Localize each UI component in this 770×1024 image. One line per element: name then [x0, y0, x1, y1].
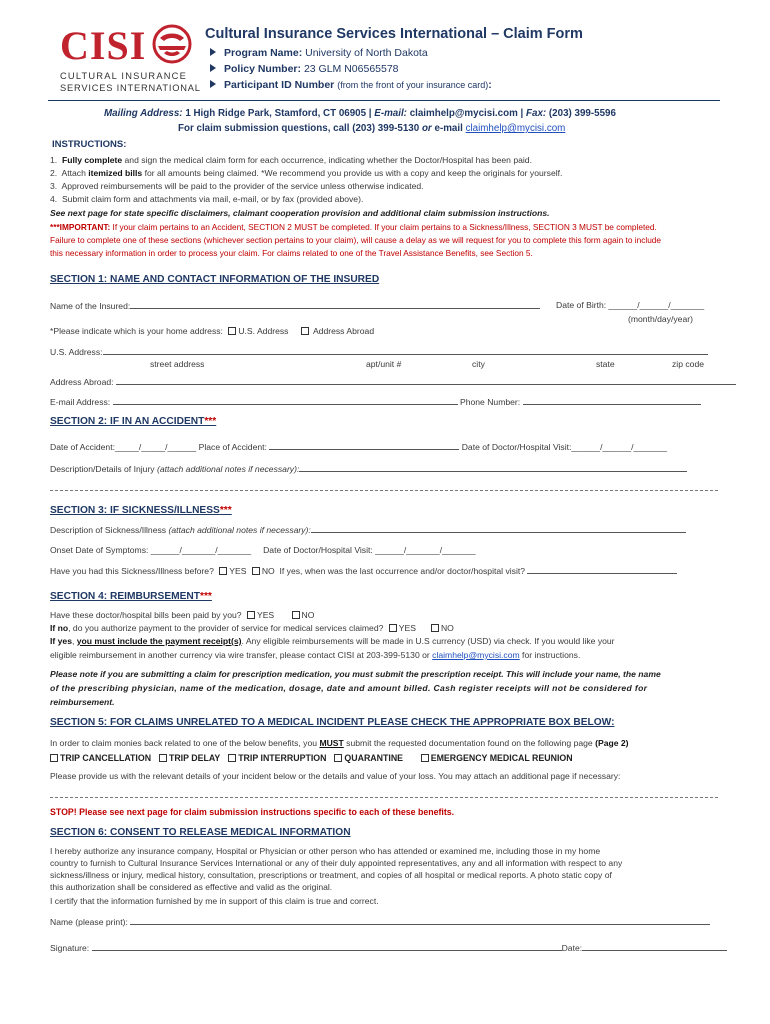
see-next-page-note: See next page for state specific disclaimers, claimant cooperation provision and additional claim submission instructions.: [50, 208, 550, 218]
instruction-item: 4. Submit claim form and attachments via mail, e-mail, or by fax (provided above).: [50, 194, 364, 204]
section2-title: SECTION 2: IF IN AN ACCIDENT***: [50, 416, 217, 427]
address-abroad-field[interactable]: Address Abroad:: [50, 376, 736, 387]
important-note-line1: ***IMPORTANT: If your claim pertains to an Accident, SECTION 2 MUST be completed. If your claim pertains to a Sickness/Illness, SECTION 3 MUST be completed.: [50, 222, 657, 232]
accident-dates-line[interactable]: Date of Accident:_____/_____/______ Place of Accident: Date of Doctor/Hospital Visit:______/______/_______: [50, 442, 667, 452]
logo-subtitle-1: CULTURAL INSURANCE: [60, 71, 187, 81]
globe-icon: [152, 24, 192, 64]
important-note-line2: Failure to complete one of these sections (whichever section pertains to your claim), will cause a delay as we will request for you to complete this form again to include: [50, 235, 662, 245]
instruction-item: 1. Fully complete and sign the medical claim form for each occurrence, indicating whether the Doctor/Hospital has been paid.: [50, 155, 532, 165]
injury-description-field[interactable]: Description/Details of Injury (attach additional notes if necessary):: [50, 463, 687, 474]
sub-zip: zip code: [672, 359, 705, 369]
authorize-yes-checkbox[interactable]: [389, 624, 397, 632]
sickness-before-yes-checkbox[interactable]: [219, 567, 227, 575]
us-address-field[interactable]: U.S. Address:: [50, 346, 708, 357]
sub-street: street address: [150, 359, 205, 369]
quarantine-checkbox[interactable]: QUARANTINE: [331, 753, 403, 763]
print-name-field[interactable]: Name (please print):: [50, 916, 710, 927]
logo-subtitle-2: SERVICES INTERNATIONAL: [60, 83, 201, 93]
home-address-question: *Please indicate which is your home address: U.S. Address Address Abroad: [50, 326, 375, 336]
bills-paid-no-checkbox[interactable]: [292, 611, 300, 619]
important-note-line3: this necessary information in order to process your claim. For claims related to one of the Travel Assistance Benefits, see Section 5.: [50, 248, 533, 258]
program-line: Program Name: University of North Dakota: [210, 47, 428, 59]
sub-apt: apt/unit #: [366, 359, 402, 369]
sub-state: state: [596, 359, 615, 369]
form-title: Cultural Insurance Services International – Claim Form: [205, 26, 583, 42]
prescription-note-line3: reimbursement.: [50, 697, 115, 707]
claimhelp-email-link[interactable]: claimhelp@mycisi.com: [432, 650, 520, 660]
address-abroad-checkbox[interactable]: [301, 327, 309, 335]
bills-paid-yes-checkbox[interactable]: [247, 611, 255, 619]
trip-interruption-checkbox[interactable]: TRIP INTERRUPTION: [225, 753, 326, 763]
instruction-item: 2. Attach itemized bills for all amounts being claimed. *We recommend you provide us with a copy and keep the originals for yourself.: [50, 168, 563, 178]
header-rule: [48, 100, 720, 101]
participant-line: Participant ID Number (from the front of your insurance card):: [210, 79, 492, 91]
authorize-payment-question: If no, do you authorize payment to the provider of service for medical services claimed? YES NO: [50, 623, 454, 633]
dob-field[interactable]: Date of Birth: ______/______/_______: [556, 300, 705, 310]
stop-notice: STOP! Please see next page for claim submission instructions specific to each of these benefits.: [50, 807, 455, 817]
instructions-heading: INSTRUCTIONS:: [52, 139, 127, 150]
email-field[interactable]: E-mail Address: Phone Number:: [50, 396, 701, 407]
insured-name-field[interactable]: Name of the Insured:: [50, 300, 540, 311]
onset-and-visit-dates[interactable]: Onset Date of Symptoms: ______/_______/_______ Date of Doctor/Hospital Visit: ______/_______/_______: [50, 545, 476, 555]
section3-title: SECTION 3: IF SICKNESS/ILLNESS***: [50, 505, 232, 516]
prescription-note-line1: Please note if you are submitting a claim for prescription medication, you must submit the prescription receipt. This will include your name, the name: [50, 669, 661, 679]
dob-hint: (month/day/year): [628, 314, 693, 324]
section6-title: SECTION 6: CONSENT TO RELEASE MEDICAL INFORMATION: [50, 827, 351, 838]
sickness-before-question: Have you had this Sickness/Illness before? YES NO If yes, when was the last occurrence and/or doctor/hospital visit?: [50, 565, 677, 576]
section1-title: SECTION 1: NAME AND CONTACT INFORMATION OF THE INSURED: [50, 274, 380, 285]
certify-statement: I certify that the information furnished by me in support of this claim is true and correct.: [50, 896, 379, 906]
provide-details-note: Please provide us with the relevant details of your incident below or the details and value of your loss. You may attach an additional page if necessary:: [50, 771, 621, 781]
sickness-description-field[interactable]: Description of Sickness/Illness (attach additional notes if necessary):: [50, 524, 686, 535]
trip-delay-checkbox[interactable]: TRIP DELAY: [156, 753, 220, 763]
bills-paid-question: Have these doctor/hospital bills been paid by you? YES NO: [50, 610, 315, 620]
trip-cancellation-checkbox[interactable]: TRIP CANCELLATION: [50, 753, 151, 763]
claimhelp-email-link[interactable]: claimhelp@mycisi.com: [465, 123, 566, 134]
questions-line: For claim submission questions, call (203) 399-5130 or e-mail claimhelp@mycisi.com: [178, 123, 566, 134]
consent-para-line2: country to furnish to Cultural Insurance Services International or any of their duly appointed representatives, any and all information with respect to any: [50, 858, 623, 868]
mailing-address-line: Mailing Address: 1 High Ridge Park, Stamford, CT 06905 | E-mail: claimhelp@mycisi.com | Fax: (203) 399-5596: [104, 108, 616, 119]
consent-para-line1: I hereby authorize any insurance company, Hospital or Physician or other person who has attended or examined me, including those in my home: [50, 846, 601, 856]
instruction-item: 3. Approved reimbursements will be paid to the provider of the service unless otherwise indicated.: [50, 181, 424, 191]
if-yes-receipt-note: If yes, you must include the payment receipt(s). Any eligible reimbursements will be made in U.S currency (USD) via check. If you would like your: [50, 636, 615, 646]
sub-city: city: [472, 359, 485, 369]
us-address-checkbox[interactable]: [228, 327, 236, 335]
injury-description-line2[interactable]: [50, 490, 718, 491]
section5-intro: In order to claim monies back related to one of the below benefits, you MUST submit the requested documentation found on the following page (Page 2): [50, 738, 629, 748]
prescription-note-line2: of the prescribing physician, name of the medication, dosage, date and amount billed. Cash register receipts will not be considered for: [50, 683, 648, 693]
wire-transfer-note: eligible reimbursement in another currency via wire transfer, please contact CISI at 203-399-5130 or claimhelp@mycisi.com for instructions.: [50, 650, 581, 660]
consent-para-line4: this authorization shall be considered as effective and valid as the original.: [50, 882, 333, 892]
incident-details-line[interactable]: [50, 797, 718, 798]
policy-line: Policy Number: 23 GLM N06565578: [210, 63, 399, 75]
sickness-before-no-checkbox[interactable]: [252, 567, 260, 575]
emergency-medical-reunion-checkbox[interactable]: EMERGENCY MEDICAL REUNION: [418, 753, 573, 763]
authorize-no-checkbox[interactable]: [431, 624, 439, 632]
logo-wordmark: CISI: [60, 23, 147, 68]
cisi-logo: [58, 22, 201, 98]
signature-field[interactable]: Signature: Date:: [50, 942, 727, 953]
section4-title: SECTION 4: REIMBURSEMENT***: [50, 591, 212, 602]
section5-title: SECTION 5: FOR CLAIMS UNRELATED TO A MEDICAL INCIDENT PLEASE CHECK THE APPROPRIATE BOX BELOW:: [50, 717, 615, 728]
consent-para-line3: sickness/illness or injury, medical history, consultation, prescriptions or treatment, and copies of all hospital or medical reports. A photo static copy of: [50, 870, 612, 880]
benefit-options: [50, 753, 573, 763]
